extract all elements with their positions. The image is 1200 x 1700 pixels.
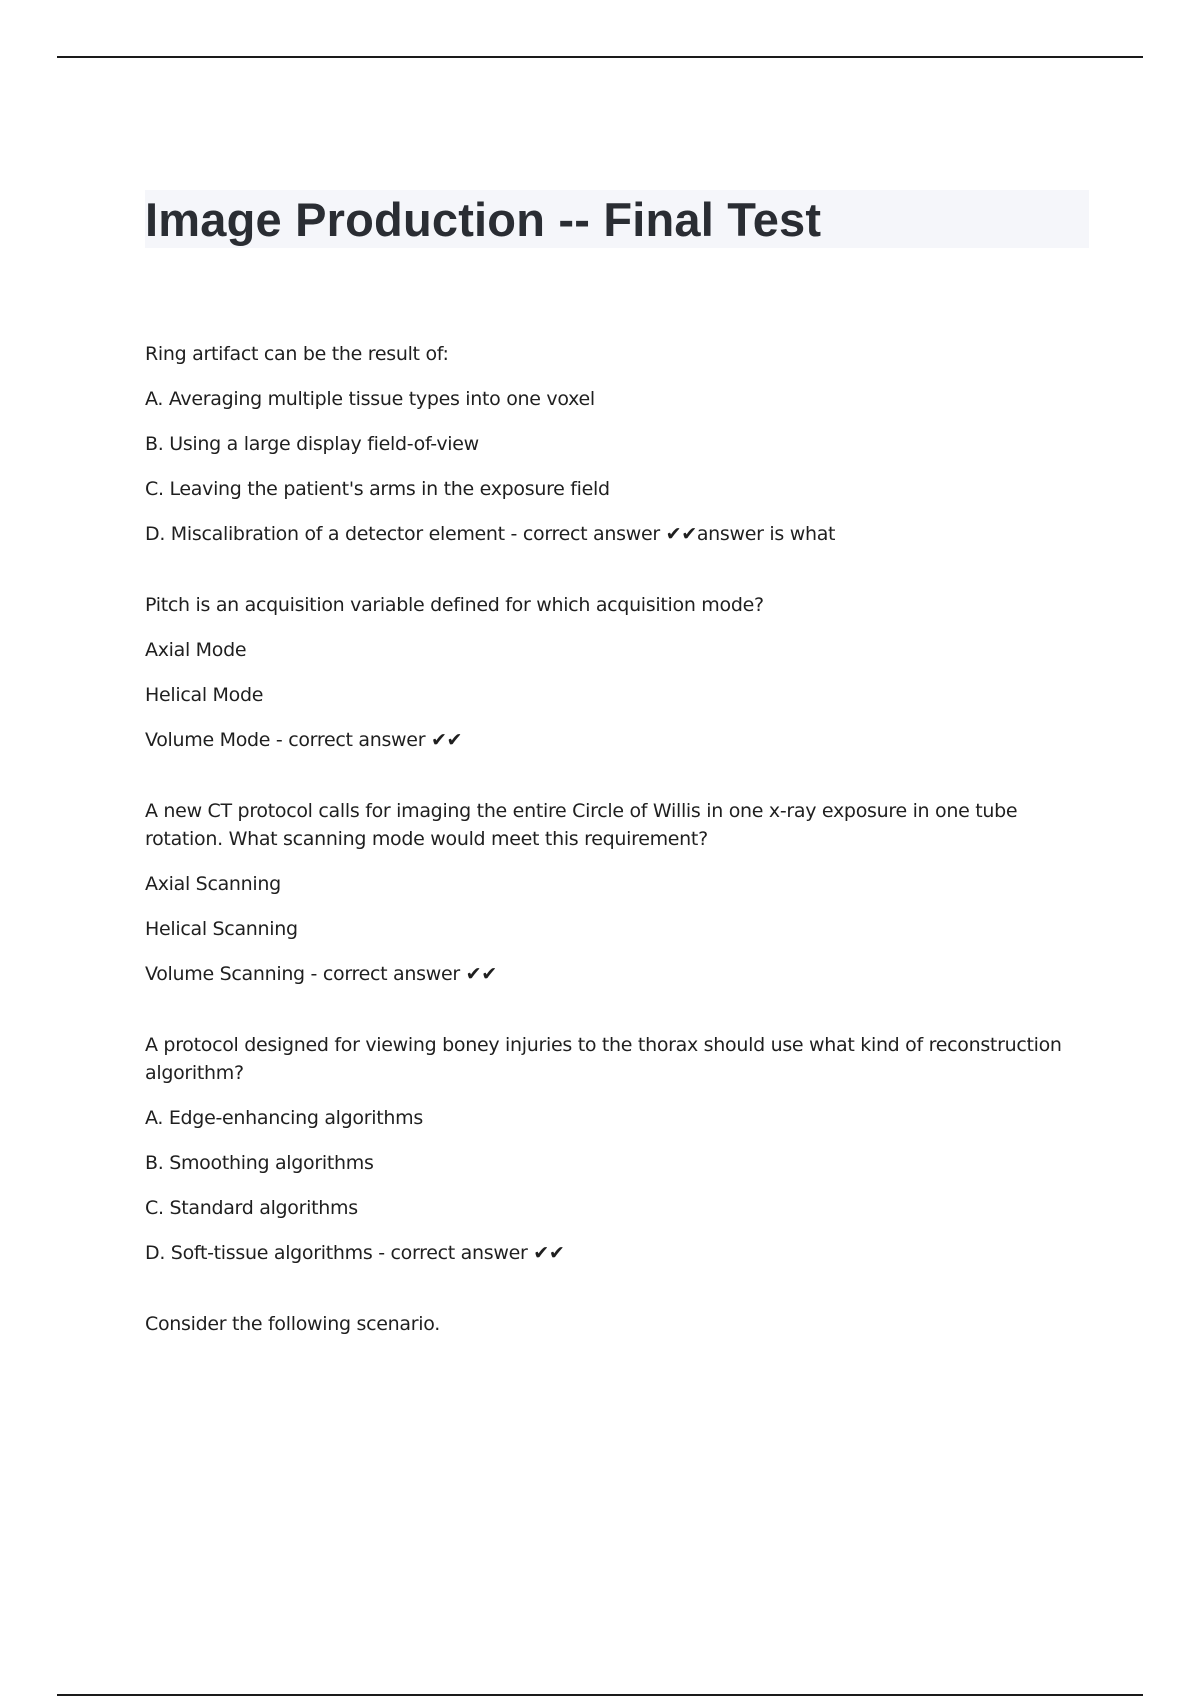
question-prompt: Ring artifact can be the result of: [145,343,449,365]
bottom-rule [57,1694,1143,1696]
top-rule [57,56,1143,58]
answer-option-correct: D. Miscalibration of a detector element - correct answer ✔✔answer is what [145,523,836,545]
answer-option-correct: Volume Mode - correct answer ✔✔ [145,729,463,751]
question-4 [145,1031,1089,1267]
question-1 [145,340,1089,548]
question-list [145,340,1089,1338]
answer-option: C. Standard algorithms [145,1197,358,1219]
answer-option: Axial Mode [145,639,247,661]
question-3 [145,797,1089,988]
question-prompt: Consider the following scenario. [145,1313,440,1335]
title-band [145,190,1089,248]
answer-option: Helical Mode [145,684,264,706]
answer-option: C. Leaving the patient's arms in the exposure field [145,478,610,500]
question-5 [145,1310,1089,1338]
answer-option-correct: Volume Scanning - correct answer ✔✔ [145,963,497,985]
answer-option: B. Smoothing algorithms [145,1152,374,1174]
answer-option: Helical Scanning [145,918,298,940]
question-prompt: A new CT protocol calls for imaging the entire Circle of Willis in one x-ray exposure in one tube rotation. What scanning mode would meet this requirement? [145,800,1018,850]
answer-option-correct: D. Soft-tissue algorithms - correct answer ✔✔ [145,1242,565,1264]
question-prompt: A protocol designed for viewing boney injuries to the thorax should use what kind of reconstruction algorithm? [145,1034,1062,1084]
answer-option: Axial Scanning [145,873,281,895]
answer-option: A. Averaging multiple tissue types into one voxel [145,388,595,410]
answer-option: B. Using a large display field-of-view [145,433,479,455]
question-prompt: Pitch is an acquisition variable defined for which acquisition mode? [145,594,764,616]
question-2 [145,591,1089,754]
answer-option: A. Edge-enhancing algorithms [145,1107,423,1129]
page-content [145,190,1089,1381]
document-title: Image Production -- Final Test [145,192,822,246]
